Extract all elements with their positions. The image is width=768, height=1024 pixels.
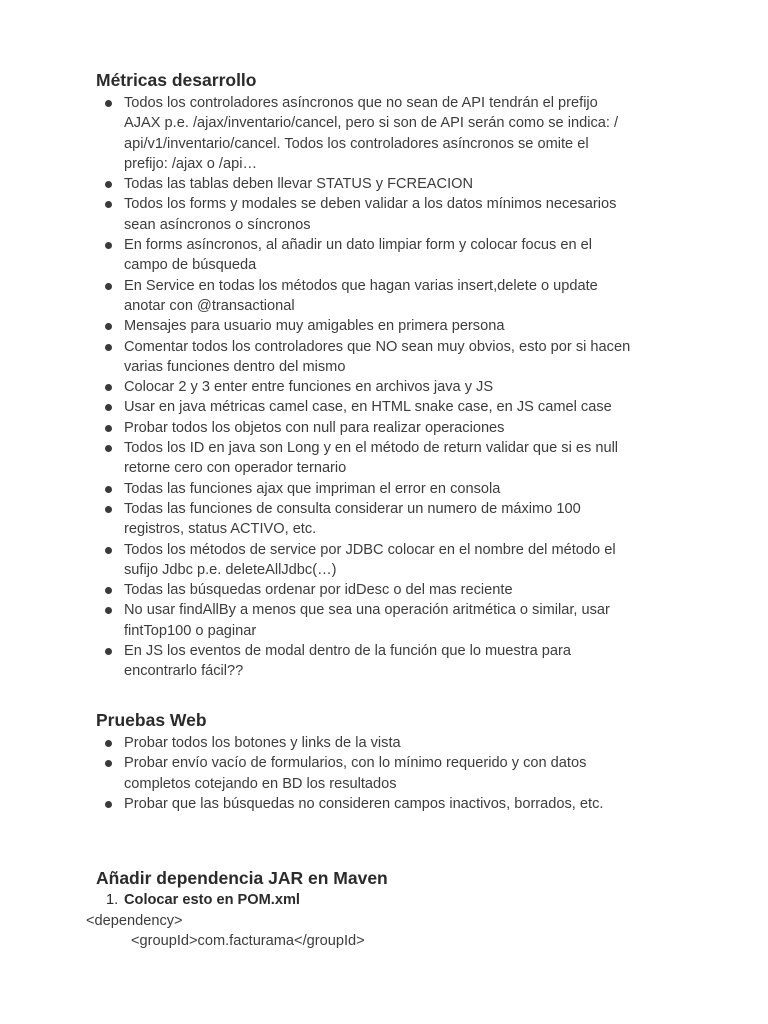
- list-item: [0, 377, 768, 397]
- bullet-dot-icon: [105, 486, 112, 493]
- list-item: [0, 600, 768, 641]
- list-item-line: prefijo: /ajax o /api…: [124, 155, 258, 172]
- list-item-line: Comentar todos los controladores que NO sean muy obvios, esto por si hacen: [124, 338, 631, 355]
- list-item-line: encontrarlo fácil??: [124, 663, 244, 680]
- list-item: [0, 733, 768, 753]
- bullet-dot-icon: [105, 587, 112, 594]
- section-title-pruebas-web: Pruebas Web: [96, 710, 207, 730]
- list-item-line: Todos los ID en java son Long y en el método de return validar que si es null: [124, 440, 619, 457]
- list-item-line: Probar todos los botones y links de la vista: [124, 735, 401, 751]
- bullet-list-pruebas-web: [0, 733, 768, 814]
- list-item-line: Colocar 2 y 3 enter entre funciones en archivos java y JS: [124, 379, 494, 396]
- bullet-dot-icon: [105, 201, 112, 208]
- list-item-line: En Service en todas los métodos que hagan varias insert,delete o update: [124, 277, 598, 294]
- list-item: [0, 174, 768, 194]
- list-item-line: Todos los métodos de service por JDBC colocar en el nombre del método el: [124, 541, 616, 558]
- list-item-line: registros, status ACTIVO, etc.: [124, 521, 317, 538]
- bullet-dot-icon: [105, 344, 112, 351]
- list-item-line: anotar con @transactional: [124, 297, 295, 314]
- list-item-line: Todas las tablas deben llevar STATUS y FCREACION: [124, 176, 474, 193]
- bullet-dot-icon: [105, 547, 112, 554]
- list-item: [0, 438, 768, 479]
- list-item-line: Todos los forms y modales se deben validar a los datos mínimos necesarios: [124, 196, 617, 213]
- bullet-dot-icon: [105, 648, 112, 655]
- list-item: [0, 397, 768, 417]
- list-item: [0, 418, 768, 438]
- list-item-line: completos cotejando en BD los resultados: [124, 775, 397, 792]
- ordered-list-item: [106, 890, 300, 910]
- code-line-groupid: <groupId>com.facturama</groupId>: [131, 933, 365, 949]
- list-item-line: sufijo Jdbc p.e. deleteAllJdbc(…): [124, 561, 337, 578]
- bullet-dot-icon: [105, 607, 112, 614]
- list-item-line: Usar en java métricas camel case, en HTML snake case, en JS camel case: [124, 399, 612, 416]
- list-item: [0, 540, 768, 581]
- bullet-dot-icon: [105, 283, 112, 290]
- list-item-line: En forms asíncronos, al añadir un dato limpiar form y colocar focus en el: [124, 237, 593, 254]
- list-item: [0, 580, 768, 600]
- bullet-dot-icon: [105, 740, 112, 747]
- section-title-metricas: Métricas desarrollo: [96, 70, 257, 90]
- list-item: [0, 337, 768, 378]
- code-line-dependency: <dependency>: [86, 913, 183, 929]
- list-item-line: varias funciones dentro del mismo: [124, 358, 346, 375]
- list-item-line: fintTop100 o paginar: [124, 622, 257, 639]
- bullet-dot-icon: [105, 242, 112, 249]
- list-item-line: Probar que las búsquedas no consideren campos inactivos, borrados, etc.: [124, 795, 604, 812]
- list-item-text: Colocar esto en POM.xml: [124, 892, 300, 908]
- list-number: 1.: [106, 892, 119, 908]
- list-item-line: No usar findAllBy a menos que sea una operación aritmética o similar, usar: [124, 602, 610, 619]
- bullet-dot-icon: [105, 100, 112, 107]
- list-item: [0, 93, 768, 174]
- list-item: [0, 753, 768, 794]
- bullet-dot-icon: [105, 506, 112, 513]
- section-title-maven: Añadir dependencia JAR en Maven: [96, 868, 388, 888]
- bullet-dot-icon: [105, 445, 112, 452]
- list-item-line: Mensajes para usuario muy amigables en primera persona: [124, 318, 505, 335]
- bullet-dot-icon: [105, 760, 112, 767]
- list-item-line: retorne cero con operador ternario: [124, 460, 347, 477]
- bullet-dot-icon: [105, 801, 112, 808]
- list-item: [0, 235, 768, 276]
- bullet-dot-icon: [105, 181, 112, 188]
- list-item-line: api/v1/inventario/cancel. Todos los controladores asíncronos se omite el: [124, 135, 589, 152]
- list-item-line: Todos los controladores asíncronos que no sean de API tendrán el prefijo: [124, 95, 598, 111]
- list-item: [0, 479, 768, 499]
- list-item: [0, 499, 768, 540]
- list-item-line: Todas las búsquedas ordenar por idDesc o del mas reciente: [124, 582, 513, 599]
- list-item-line: Probar todos los objetos con null para realizar operaciones: [124, 419, 505, 436]
- list-item-line: Todas las funciones ajax que impriman el error en consola: [124, 480, 501, 497]
- bullet-list-metricas: [0, 93, 768, 682]
- list-item-line: Todas las funciones de consulta considerar un numero de máximo 100: [124, 500, 581, 517]
- bullet-dot-icon: [105, 323, 112, 330]
- list-item: [0, 641, 768, 682]
- list-item-line: campo de búsqueda: [124, 257, 257, 274]
- list-item-line: sean asíncronos o síncronos: [124, 216, 311, 233]
- list-item: [0, 276, 768, 317]
- list-item-line: AJAX p.e. /ajax/inventario/cancel, pero si son de API serán como se indica: /: [124, 115, 619, 132]
- list-item-line: En JS los eventos de modal dentro de la función que lo muestra para: [124, 643, 572, 660]
- bullet-dot-icon: [105, 384, 112, 391]
- bullet-dot-icon: [105, 425, 112, 432]
- list-item: [0, 794, 768, 814]
- list-item: [0, 316, 768, 336]
- list-item-line: Probar envío vacío de formularios, con lo mínimo requerido y con datos: [124, 755, 587, 772]
- list-item: [0, 194, 768, 235]
- bullet-dot-icon: [105, 404, 112, 411]
